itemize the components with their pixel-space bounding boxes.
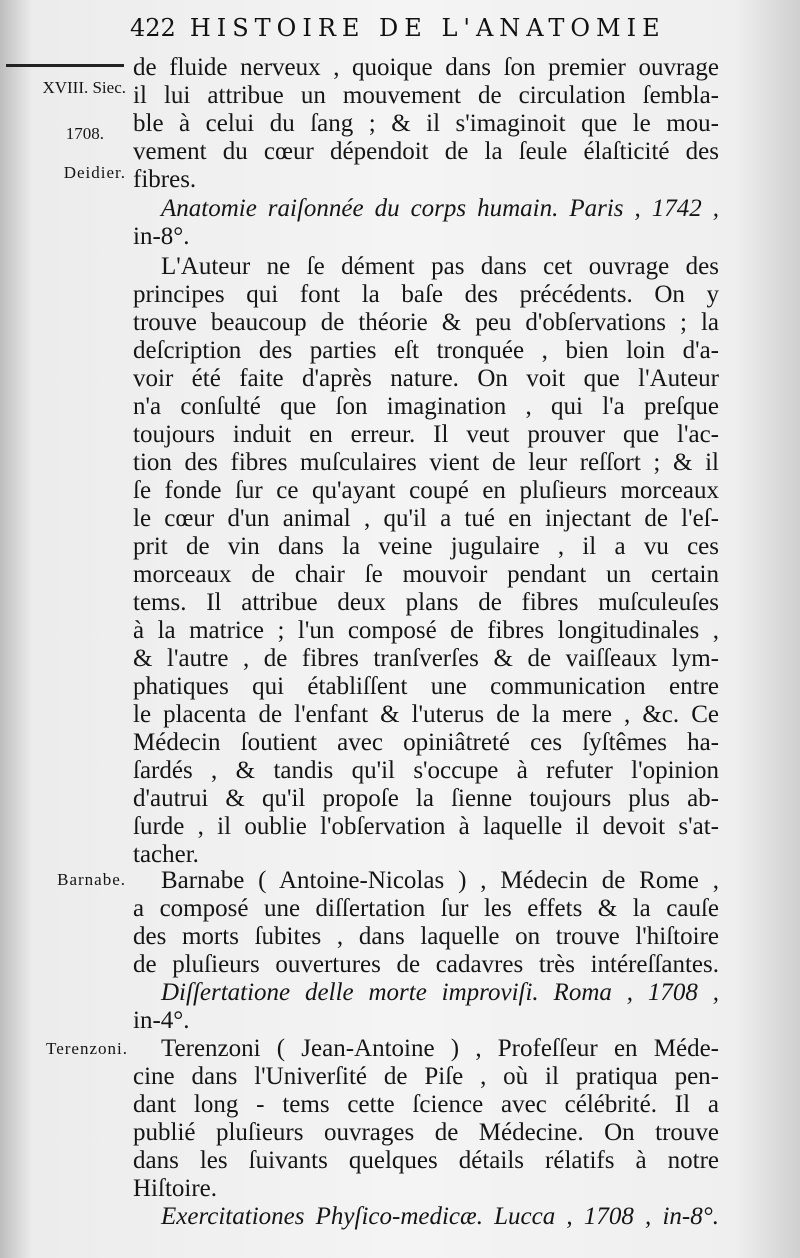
page-number: 422	[130, 14, 176, 42]
text-line: tion des fibres muſculaires vient de leur reſſort ; & il	[133, 449, 719, 476]
text-line: trouve beaucoup de théorie & peu d'obſervations ; la	[133, 309, 719, 336]
running-header	[130, 14, 666, 48]
text-line: morceaux de chair ſe mouvoir pendant un certain	[133, 561, 719, 588]
margin-note-year: 1708.	[65, 124, 104, 143]
text-line: à la matrice ; l'un composé de fibres longitudinales ,	[133, 617, 719, 644]
margin-note-century: XVIII. Siec.	[42, 78, 126, 97]
text-line: Terenzoni ( Jean-Antoine ) , Profeſſeur en Méde-	[161, 1035, 719, 1062]
text-line: Médecin ſoutient avec opiniâtreté ces ſyſtêmes ha-	[133, 729, 719, 756]
text-line: dant long - tems cette ſcience avec célébrité. Il a	[133, 1091, 719, 1118]
text-line: principes qui font la baſe des précédents. On y	[133, 281, 719, 308]
text-line: cine dans l'Univerſité de Piſe , où il pratiqua pen-	[133, 1063, 719, 1090]
margin-rule	[6, 64, 124, 67]
text-line: L'Auteur ne ſe dément pas dans cet ouvrage des	[161, 253, 719, 280]
running-head-title: HISTOIRE DE L'ANATOMIE	[189, 14, 666, 42]
text-line: in-4°.	[133, 1007, 190, 1034]
text-line: le placenta de l'enfant & l'uterus de la mere , &c. Ce	[133, 701, 719, 728]
text-line: dans les ſuivants quelques détails rélatifs à notre	[133, 1147, 719, 1174]
text-line: vement du cœur dépendoit de la ſeule élaſticité des	[133, 138, 719, 165]
margin-note-barnabe: Barnabe.	[57, 870, 126, 889]
text-line: d'autrui & qu'il propoſe la ſienne toujours plus ab-	[133, 785, 719, 812]
text-line: voir été faite d'après nature. On voit que l'Auteur	[133, 365, 719, 392]
text-line: tacher.	[133, 841, 199, 868]
text-line: de fluide nerveux , quoique dans ſon premier ouvrage	[133, 54, 719, 81]
text-line: phatiques qui établiſſent une communication entre	[133, 673, 719, 700]
text-line: de pluſieurs ouvertures de cadavres très intéreſſantes.	[133, 951, 719, 978]
text-line: in-8°.	[133, 223, 190, 250]
text-line: a composé une diſſertation ſur les effets & la cauſe	[133, 895, 719, 922]
book-title-line: Exercitationes Phyſico-medicæ. Lucca , 1708 , in-8°.	[161, 1203, 719, 1230]
text-line: Barnabe ( Antoine-Nicolas ) , Médecin de Rome ,	[161, 867, 719, 894]
text-line: prit de vin dans la veine jugulaire , il a vu ces	[133, 533, 719, 560]
text-line: Hiſtoire.	[133, 1175, 218, 1202]
text-line: ble à celui du ſang ; & il s'imaginoit que le mou-	[133, 110, 719, 137]
text-line: n'a conſulté que ſon imagination , qui l'a preſque	[133, 393, 719, 420]
text-line: deſcription des parties eſt tronquée , bien loin d'a-	[133, 337, 719, 364]
text-line: des morts ſubites , dans laquelle on trouve l'hiſtoire	[133, 923, 719, 950]
text-line: publié pluſieurs ouvrages de Médecine. On trouve	[133, 1119, 719, 1146]
text-line: fibres.	[133, 166, 197, 193]
text-line: il lui attribue un mouvement de circulation ſembla-	[133, 82, 719, 109]
book-title-line: Anatomie raiſonnée du corps humain. Paris , 1742 ,	[161, 195, 719, 222]
text-line: toujours induit en erreur. Il veut prouver que l'ac-	[133, 421, 719, 448]
text-line: tems. Il attribue deux plans de fibres muſculeuſes	[133, 589, 719, 616]
text-line: ſe fonde ſur ce qu'ayant coupé en pluſieurs morceaux	[133, 477, 719, 504]
text-line: ſardés , & tandis qu'il s'occupe à refuter l'opinion	[133, 757, 719, 784]
margin-note-terenzoni: Terenzoni.	[46, 1039, 128, 1058]
text-line: ſurde , il oublie l'obſervation à laquelle il devoit s'at-	[133, 813, 719, 840]
text-line: le cœur d'un animal , qu'il a tué en injectant de l'eſ-	[133, 505, 719, 532]
book-title-line: Diſſertatione delle morte improviſi. Roma , 1708 ,	[161, 979, 719, 1006]
text-line: & l'autre , de fibres tranſverſes & de vaiſſeaux lym-	[133, 645, 719, 672]
margin-note-deidier: Deidier.	[63, 163, 126, 182]
